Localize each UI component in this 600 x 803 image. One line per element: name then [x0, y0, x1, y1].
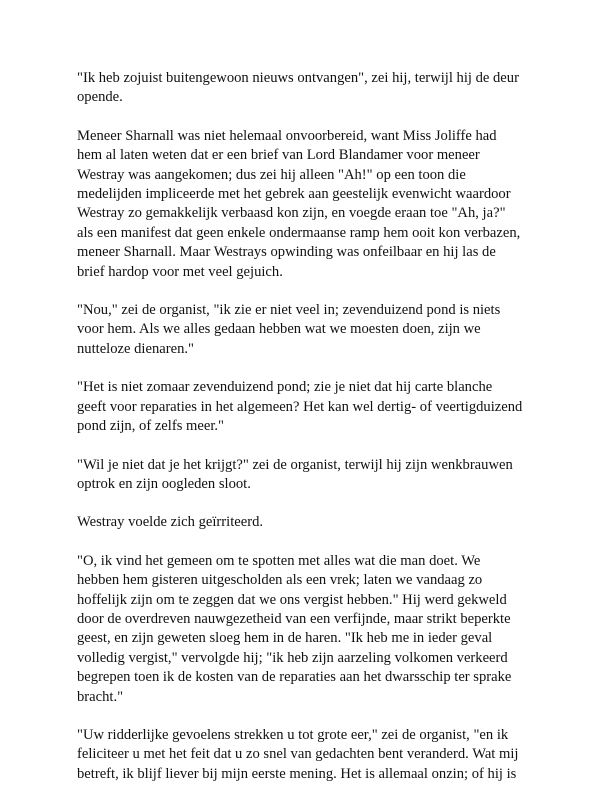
- text-line: "O, ik vind het gemeen om te spotten met alles wat die man doet. We: [77, 552, 481, 569]
- paragraph: [77, 456, 527, 495]
- text-line: voor hem. Als we alles gedaan hebben wat we moesten doen, zijn we: [77, 321, 481, 338]
- text-line: hoffelijk zijn om te zeggen dat we ons vergist hebben." Hij werd gekweld: [77, 591, 507, 608]
- text-line: geeft voor reparaties in het algemeen? Het kan wel dertig- of veertigduizend: [77, 398, 523, 415]
- paragraph: [77, 69, 527, 108]
- text-line: begrepen toen ik de kosten van de reparaties aan het dwarsschip ter sprake: [77, 669, 512, 686]
- paragraph: [77, 378, 527, 436]
- text-line: betreft, ik blijf liever bij mijn eerste mening. Het is allemaal onzin; of hij is: [77, 765, 517, 782]
- paragraph: [77, 513, 527, 532]
- text-line: "Ik heb zojuist buitengewoon nieuws ontvangen", zei hij, terwijl hij de deur: [77, 70, 519, 86]
- paragraph: [77, 301, 527, 359]
- text-line: Westray zo gemakkelijk verbaasd kon zijn, en voegde eraan toe "Ah, ja?": [77, 205, 506, 222]
- text-line: hem al laten weten dat er een brief van Lord Blandamer voor meneer: [77, 147, 480, 164]
- text-line: Meneer Sharnall was niet helemaal onvoorbereid, want Miss Joliffe had: [77, 127, 497, 144]
- text-line: bracht.": [77, 688, 124, 705]
- text-line: "Wil je niet dat je het krijgt?" zei de organist, terwijl hij zijn wenkbrauwen: [77, 456, 513, 473]
- text-line: volledig vergist," vervolgde hij; "ik heb zijn aarzeling volkomen verkeerd: [77, 649, 508, 666]
- document-text: [77, 69, 527, 803]
- text-line: "Nou," zei de organist, "ik zie er niet veel in; zevenduizend pond is niets: [77, 302, 501, 319]
- text-line: door de overdreven nauwgezetheid van een verfijnde, maar strikt beperkte: [77, 610, 511, 627]
- text-line: "Het is niet zomaar zevenduizend pond; zie je niet dat hij carte blanche: [77, 379, 493, 396]
- text-line: hebben hem gisteren uitgescholden als een vrek; laten we vandaag zo: [77, 572, 483, 589]
- text-line: feliciteer u met het feit dat u zo snel van gedachten bent veranderd. Wat mij: [77, 746, 519, 763]
- text-line: Westray was aangekomen; dus zei hij alleen "Ah!" op een toon die: [77, 166, 466, 183]
- text-line: Westray voelde zich geïrriteerd.: [77, 514, 264, 531]
- text-line: geest, en zijn geweten sloeg hem in de haren. "Ik heb me in ieder geval: [77, 630, 493, 647]
- text-line: pond zijn, of zelfs meer.": [77, 418, 224, 435]
- paragraph: [77, 552, 527, 707]
- paragraph: [77, 726, 527, 784]
- text-line: meneer Sharnall. Maar Westrays opwinding was onfeilbaar en hij las de: [77, 244, 496, 261]
- text-line: brief hardop voor met veel gejuich.: [77, 263, 283, 280]
- text-line: optrok en zijn oogleden sloot.: [77, 475, 251, 492]
- text-line: als een manifest dat geen enkele ondermaanse ramp hem ooit kon verbazen,: [77, 224, 521, 241]
- text-line: nutteloze dienaren.": [77, 340, 194, 357]
- text-line: "Uw ridderlijke gevoelens strekken u tot grote eer," zei de organist, "en ik: [77, 726, 509, 743]
- paragraph: [77, 127, 527, 282]
- text-line: medelijden impliceerde met het gebrek aan geestelijk evenwicht waardoor: [77, 186, 511, 203]
- text-line: opende.: [77, 89, 123, 106]
